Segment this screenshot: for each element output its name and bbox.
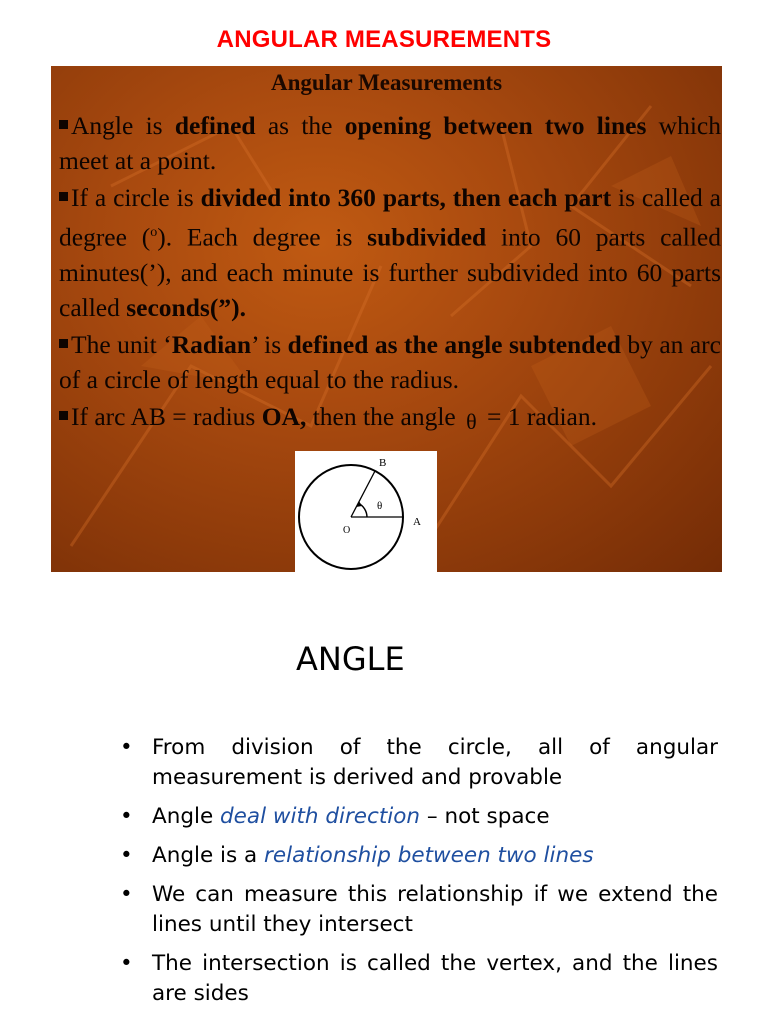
bullet-icon: • bbox=[120, 843, 133, 868]
slide-title: Angular Measurements bbox=[270, 70, 503, 95]
slide-paragraph-2: If a circle is divided into 360 parts, then each part is called a degree ($^o$). Each degree is subdivided into 60 parts called minutes(’), and each minute is further subdivided into 60 parts called seconds(”). bbox=[59, 183, 721, 322]
radius-ob bbox=[351, 471, 375, 517]
list-item: • Angle deal with direction – not space bbox=[116, 802, 718, 832]
bullet-icon: • bbox=[120, 951, 133, 976]
slide-paragraph-4: If arc AB = radius OA, then the angle θ = 1 radian. bbox=[59, 399, 721, 439]
bullet-icon: • bbox=[120, 882, 133, 907]
radian-diagram bbox=[295, 451, 437, 572]
page-heading: ANGULAR MEASUREMENTS bbox=[216, 26, 552, 53]
list-item: • The intersection is called the vertex, and the lines are sides bbox=[120, 951, 718, 1006]
slide-image bbox=[51, 66, 722, 572]
label-theta: θ bbox=[377, 500, 383, 512]
label-b: B bbox=[379, 457, 387, 469]
section-title: ANGLE bbox=[296, 640, 405, 678]
bullet-list bbox=[116, 733, 718, 1018]
bullet-icon: • bbox=[120, 735, 133, 760]
theta-symbol: θ bbox=[466, 408, 477, 434]
slide-paragraph-3: The unit ‘Radian’ is defined as the angle subtended by an arc of a circle of length equal to the radius. bbox=[59, 329, 721, 394]
list-item: • Angle is a relationship between two lines bbox=[116, 841, 718, 871]
bullet-icon: • bbox=[120, 804, 133, 829]
slide-paragraph-1: Angle is defined as the opening between two lines which meet at a point. bbox=[59, 111, 721, 175]
list-item: • From division of the circle, all of angular measurement is derived and provable bbox=[120, 735, 718, 790]
square-bullet-icon bbox=[59, 192, 68, 201]
list-item: • We can measure this relationship if we extend the lines until they intersect bbox=[120, 882, 718, 937]
label-o: O bbox=[343, 525, 351, 536]
circle-diagram bbox=[295, 451, 437, 572]
label-a: A bbox=[413, 516, 421, 528]
square-bullet-icon bbox=[59, 120, 68, 129]
square-bullet-icon bbox=[59, 339, 68, 348]
square-bullet-icon bbox=[59, 411, 68, 420]
slide-body bbox=[59, 108, 721, 441]
